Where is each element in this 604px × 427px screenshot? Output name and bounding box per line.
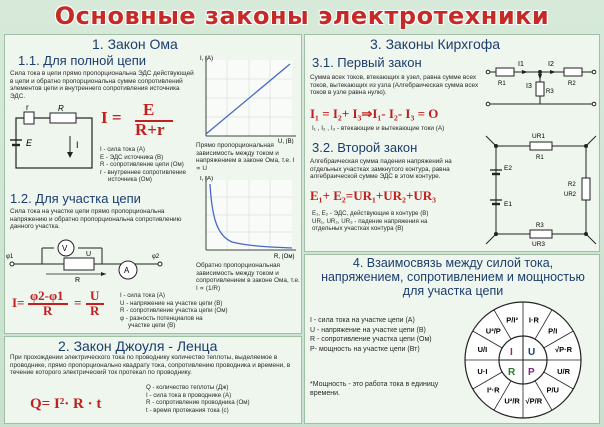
kirchhoff-second-legend bbox=[312, 210, 484, 233]
ohm-section-formula bbox=[12, 290, 122, 320]
ohm-section-heading: 1.2. Для участка цепи bbox=[10, 191, 141, 206]
terminal bbox=[486, 102, 490, 106]
label-r2: R2 bbox=[568, 182, 576, 188]
formula-eq: = bbox=[74, 295, 82, 310]
wheel-formula: √P·R bbox=[555, 345, 573, 355]
label-r3: R3 bbox=[546, 89, 554, 95]
label-resistor: R bbox=[75, 277, 81, 284]
legend-item: R - сопротивление участка цепи (Ом) bbox=[120, 307, 228, 315]
relation-heading: 4. Взаимосвязь между силой тока, напряжением, сопротивлением и мощностью для участка цепи bbox=[321, 256, 585, 298]
internal-resistor bbox=[24, 112, 34, 124]
y-axis-label: I, (A) bbox=[200, 56, 213, 62]
label-r-internal: r bbox=[26, 104, 29, 112]
label-ur3: UR3 bbox=[532, 241, 546, 248]
relation-legend bbox=[310, 316, 460, 354]
legend-item: E - ЭДС источника (В) bbox=[100, 153, 164, 161]
kirchhoff-second-text: Алгебраическая сумма падения напряжений на отдельных участках замкнутого контура, равна алгебраической сумме ЭДС в этом контуре. bbox=[310, 158, 452, 181]
legend-item: I - сила тока (А) bbox=[120, 292, 165, 299]
legend-item: R - сопротивление цепи (Ом) bbox=[100, 161, 184, 169]
legend-item: I - сила тока на участке цепи (А) bbox=[310, 317, 415, 324]
label-voltmeter: V bbox=[62, 244, 68, 253]
label-i2: I2 bbox=[548, 61, 554, 68]
legend-item: U - напряжение на участке цепи (В) bbox=[120, 299, 223, 307]
wheel-formula: I²·R bbox=[487, 385, 500, 395]
formula-num2: U bbox=[90, 288, 100, 303]
x-axis-label: U, (B) bbox=[278, 139, 294, 144]
ohm-graph-inverse-caption: Обратно пропорциональная зависимость между током и сопротивлением в законе Ома, т.е. I ∝ (1/R) bbox=[196, 262, 300, 292]
wheel-formula: U/I bbox=[477, 345, 488, 355]
ohm-full-circuit bbox=[10, 104, 98, 174]
resistor-r2 bbox=[564, 68, 582, 76]
resistor-r3 bbox=[536, 82, 544, 96]
ohm-graph-linear-caption: Прямо пропорциональная зависимость между током и напряжением в законе Ома, т.е. I ∝ U bbox=[196, 142, 295, 172]
ohm-full-heading: 1.1. Для полной цепи bbox=[18, 53, 147, 68]
wheel-center-i: I bbox=[510, 347, 513, 358]
node bbox=[538, 70, 542, 74]
ohm-heading: 1. Закон Ома bbox=[92, 36, 178, 52]
kirchhoff-second-circuit bbox=[484, 130, 598, 248]
label-ur2: UR2 bbox=[564, 192, 577, 198]
formula-lhs: I = bbox=[101, 108, 122, 127]
legend-item: P- мощность на участке цепи (Вт) bbox=[310, 345, 420, 353]
joule-heading: 2. Закон Джоуля - Ленца bbox=[58, 338, 218, 354]
legend-item: Q - количество теплоты (Дж) bbox=[146, 384, 229, 391]
legend-item: t - время протекания тока (с) bbox=[146, 406, 229, 414]
terminal bbox=[592, 102, 596, 106]
terminal bbox=[592, 70, 596, 74]
resistor-r1 bbox=[530, 142, 552, 150]
label-phi2: φ2 bbox=[152, 254, 160, 260]
label-r2: R2 bbox=[568, 81, 576, 87]
wheel-formula: √P/R bbox=[525, 396, 543, 406]
ohm-section-circuit bbox=[6, 238, 166, 284]
label-ammeter: A bbox=[124, 266, 130, 275]
wheel-formula: U/R bbox=[557, 366, 571, 376]
kirchhoff-second-heading: 3.2. Второй закон bbox=[312, 140, 418, 155]
label-i3: I3 bbox=[526, 83, 532, 90]
page-title: Основные законы электротехники bbox=[54, 2, 550, 30]
y-axis-label: I, (A) bbox=[200, 176, 213, 182]
label-r-load: R bbox=[58, 104, 64, 113]
legend-item: R - сопротивление участка цепи (Ом) bbox=[310, 336, 432, 343]
legend-item: I - сила тока (А) bbox=[100, 146, 145, 153]
load-resistor bbox=[50, 113, 76, 123]
formula-num1: φ2-φ1 bbox=[30, 288, 64, 303]
legend-item: U - напряжение на участке цепи (В) bbox=[310, 326, 426, 334]
resistor bbox=[64, 258, 94, 270]
legend-item: R - сопротивление проводника (Ом) bbox=[146, 399, 250, 407]
wheel-formula: P/I² bbox=[506, 315, 518, 325]
formula-wheel bbox=[460, 300, 586, 420]
legend-item: φ - разность потенциалов на bbox=[120, 314, 203, 322]
terminal-right bbox=[158, 262, 162, 266]
ohm-full-legend bbox=[100, 146, 196, 184]
ohm-graph-inverse bbox=[198, 176, 300, 260]
formula-den2: R bbox=[90, 303, 100, 318]
joule-legend bbox=[146, 384, 296, 414]
label-current: I bbox=[76, 140, 79, 150]
kirchhoff-first-circuit bbox=[484, 54, 598, 116]
kirchhoff-heading: 3. Законы Кирхгофа bbox=[370, 36, 501, 52]
joule-formula: Q= I²· R · t bbox=[30, 396, 102, 412]
terminal-left bbox=[10, 262, 14, 266]
kirchhoff-first-text: Сумма всех токов, втекающих в узел, равна сумме всех токов, вытекающих из узла (Алгебраическая сумма всех токов в узле равна нулю). bbox=[310, 74, 479, 97]
label-r3: R3 bbox=[536, 223, 544, 229]
resistor-r2 bbox=[582, 178, 590, 200]
label-e1: E1 bbox=[504, 201, 512, 208]
ohm-section-legend bbox=[120, 292, 240, 330]
legend-item: отдельных участках контура (В) bbox=[312, 225, 404, 233]
label-emf: E bbox=[26, 138, 33, 148]
wheel-formula: U²/P bbox=[485, 326, 501, 336]
resistor-r1 bbox=[496, 68, 514, 76]
wheel-formula: P/I bbox=[548, 326, 558, 336]
ohm-section-text: Сила тока на участке цепи прямо пропорциональна напряжению и обратно пропорциональна сопротивлению данного участка. bbox=[10, 208, 182, 231]
kirchhoff-first-note: I₁ , I₂ , I₃ - втекающие и вытекающие токи (А) bbox=[312, 125, 445, 132]
current-arrow bbox=[67, 152, 73, 158]
label-voltage: U bbox=[86, 251, 92, 258]
relation-note: *Мощность - это работа тока в единицу времени. bbox=[310, 381, 439, 397]
label-r1: R1 bbox=[536, 155, 544, 161]
formula-lhs: I= bbox=[12, 295, 25, 310]
legend-item: I - сила тока в проводнике (А) bbox=[146, 391, 232, 399]
label-i1: I1 bbox=[518, 61, 524, 68]
wheel-formula: U·I bbox=[477, 366, 488, 376]
wheel-center-r: R bbox=[508, 367, 516, 378]
resistor-r3 bbox=[530, 230, 552, 238]
legend-item: источника (Ом) bbox=[108, 176, 152, 184]
kirchhoff-second-formula: E₁+ E₂=UR₁+UR₂+UR₃ bbox=[310, 188, 437, 203]
terminal bbox=[486, 70, 490, 74]
x-axis-label: R, (Ом) bbox=[274, 254, 295, 260]
legend-item: участке цепи (В) bbox=[128, 322, 176, 330]
wheel-formula: P/U bbox=[546, 385, 559, 395]
legend-item: E₁, E₂ - ЭДС, действующие в контуре (В) bbox=[312, 210, 429, 217]
kirchhoff-first-heading: 3.1. Первый закон bbox=[312, 55, 422, 70]
ohm-graph-linear bbox=[198, 54, 300, 144]
ohm-full-text: Сила тока в цепи прямо пропорциональна ЭДС действующей в цепи и обратно пропорциональна сумме сопротивлений элементов цепи и внутреннего сопротивления источника ЭДС. bbox=[10, 70, 194, 100]
legend-item: UR₁, UR₂, UR₃ - падение напряжения на bbox=[312, 217, 428, 225]
wheel-formula: I·R bbox=[528, 315, 539, 325]
joule-text: При прохождении электрического тока по проводнику количество теплоты, выделяемое в проводнике, прямо пропорционально квадрату тока, сопротивлению проводника и времени, в течение которого электрический ток протекал по проводнику. bbox=[10, 354, 291, 377]
formula-den: R+r bbox=[135, 120, 165, 139]
kirchhoff-first-formula: I₁ = I₂+ I₃⇒I₁- I₂- I₃ = O bbox=[310, 106, 439, 121]
wheel-formula: U²/R bbox=[504, 396, 520, 406]
label-r1: R1 bbox=[498, 81, 506, 87]
wheel-center-p: P bbox=[528, 367, 535, 378]
wheel-center-u: U bbox=[528, 347, 536, 358]
label-ur1: UR1 bbox=[532, 133, 546, 140]
formula-num: E bbox=[143, 100, 155, 119]
label-phi1: φ1 bbox=[6, 254, 14, 260]
formula-den1: R bbox=[43, 303, 53, 318]
label-e2: E2 bbox=[504, 165, 512, 172]
legend-item: r - внутреннее сопротивление bbox=[100, 168, 187, 176]
